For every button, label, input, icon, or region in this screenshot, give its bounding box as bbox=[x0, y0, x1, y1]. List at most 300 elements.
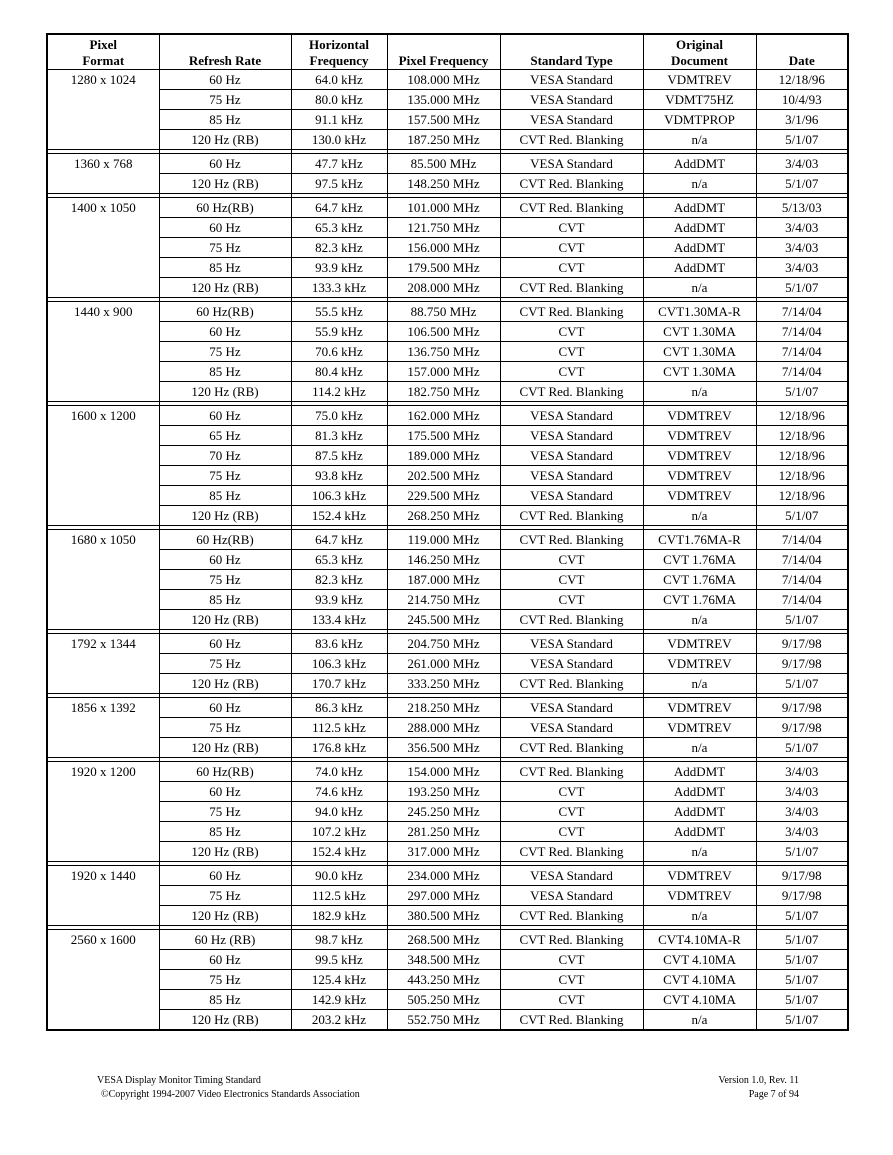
horizontal-frequency-cell: 83.6 kHz bbox=[291, 634, 387, 654]
table-row bbox=[47, 506, 848, 526]
standard-type-cell: CVT Red. Blanking bbox=[500, 382, 643, 402]
original-document-cell: n/a bbox=[643, 610, 756, 630]
date-cell: 12/18/96 bbox=[756, 70, 848, 90]
table-row bbox=[47, 362, 848, 382]
standard-type-cell: CVT bbox=[500, 802, 643, 822]
header-line: Standard Type bbox=[530, 53, 613, 68]
date-cell: 12/18/96 bbox=[756, 406, 848, 426]
refresh-rate-cell: 120 Hz (RB) bbox=[159, 842, 291, 862]
refresh-rate-cell: 85 Hz bbox=[159, 486, 291, 506]
horizontal-frequency-cell: 55.9 kHz bbox=[291, 322, 387, 342]
original-document-cell: VDMTREV bbox=[643, 634, 756, 654]
horizontal-frequency-cell: 125.4 kHz bbox=[291, 970, 387, 990]
horizontal-frequency-cell: 81.3 kHz bbox=[291, 426, 387, 446]
horizontal-frequency-cell: 74.0 kHz bbox=[291, 762, 387, 782]
refresh-rate-cell: 120 Hz (RB) bbox=[159, 506, 291, 526]
original-document-cell: AddDMT bbox=[643, 198, 756, 218]
refresh-rate-cell: 85 Hz bbox=[159, 990, 291, 1010]
header-date bbox=[756, 34, 848, 70]
horizontal-frequency-cell: 106.3 kHz bbox=[291, 486, 387, 506]
footer-version: Version 1.0, Rev. 11 bbox=[718, 1075, 799, 1086]
standard-type-cell: VESA Standard bbox=[500, 634, 643, 654]
pixel-frequency-cell: 182.750 MHz bbox=[387, 382, 500, 402]
date-cell: 12/18/96 bbox=[756, 426, 848, 446]
horizontal-frequency-cell: 82.3 kHz bbox=[291, 238, 387, 258]
original-document-cell: CVT 4.10MA bbox=[643, 950, 756, 970]
pixel-frequency-cell: 187.000 MHz bbox=[387, 570, 500, 590]
table-row bbox=[47, 738, 848, 758]
table-row bbox=[47, 406, 848, 426]
standard-type-cell: VESA Standard bbox=[500, 154, 643, 174]
pixel-frequency-cell: 189.000 MHz bbox=[387, 446, 500, 466]
pixel-frequency-cell: 157.500 MHz bbox=[387, 110, 500, 130]
footer-page-number: Page 7 of 94 bbox=[748, 1089, 799, 1100]
horizontal-frequency-cell: 182.9 kHz bbox=[291, 906, 387, 926]
refresh-rate-cell: 120 Hz (RB) bbox=[159, 610, 291, 630]
table-row bbox=[47, 782, 848, 802]
table-row bbox=[47, 930, 848, 950]
pixel-frequency-cell: 268.250 MHz bbox=[387, 506, 500, 526]
pixel-format-cell: 1920 x 1440 bbox=[47, 866, 159, 926]
header-standard-type bbox=[500, 34, 643, 70]
horizontal-frequency-cell: 65.3 kHz bbox=[291, 550, 387, 570]
horizontal-frequency-cell: 133.4 kHz bbox=[291, 610, 387, 630]
pixel-frequency-cell: 348.500 MHz bbox=[387, 950, 500, 970]
original-document-cell: VDMTREV bbox=[643, 486, 756, 506]
date-cell: 3/4/03 bbox=[756, 762, 848, 782]
pixel-frequency-cell: 356.500 MHz bbox=[387, 738, 500, 758]
date-cell: 5/1/07 bbox=[756, 674, 848, 694]
horizontal-frequency-cell: 107.2 kHz bbox=[291, 822, 387, 842]
standard-type-cell: VESA Standard bbox=[500, 466, 643, 486]
date-cell: 5/1/07 bbox=[756, 970, 848, 990]
original-document-cell: n/a bbox=[643, 906, 756, 926]
original-document-cell: n/a bbox=[643, 278, 756, 298]
standard-type-cell: CVT Red. Blanking bbox=[500, 278, 643, 298]
original-document-cell: CVT1.76MA-R bbox=[643, 530, 756, 550]
refresh-rate-cell: 60 Hz bbox=[159, 698, 291, 718]
table-row bbox=[47, 342, 848, 362]
pixel-format-cell: 1792 x 1344 bbox=[47, 634, 159, 694]
date-cell: 5/1/07 bbox=[756, 950, 848, 970]
date-cell: 5/1/07 bbox=[756, 738, 848, 758]
date-cell: 5/1/07 bbox=[756, 130, 848, 150]
date-cell: 3/4/03 bbox=[756, 782, 848, 802]
pixel-frequency-cell: 121.750 MHz bbox=[387, 218, 500, 238]
horizontal-frequency-cell: 130.0 kHz bbox=[291, 130, 387, 150]
pixel-frequency-cell: 119.000 MHz bbox=[387, 530, 500, 550]
pixel-frequency-cell: 443.250 MHz bbox=[387, 970, 500, 990]
standard-type-cell: CVT bbox=[500, 362, 643, 382]
pixel-frequency-cell: 317.000 MHz bbox=[387, 842, 500, 862]
table-row bbox=[47, 382, 848, 402]
standard-type-cell: CVT bbox=[500, 342, 643, 362]
date-cell: 3/4/03 bbox=[756, 238, 848, 258]
date-cell: 5/1/07 bbox=[756, 382, 848, 402]
standard-type-cell: CVT bbox=[500, 970, 643, 990]
pixel-frequency-cell: 552.750 MHz bbox=[387, 1010, 500, 1031]
pixel-frequency-cell: 156.000 MHz bbox=[387, 238, 500, 258]
standard-type-cell: CVT Red. Blanking bbox=[500, 506, 643, 526]
table-row bbox=[47, 466, 848, 486]
original-document-cell: CVT 1.30MA bbox=[643, 322, 756, 342]
table-row bbox=[47, 278, 848, 298]
table-row bbox=[47, 238, 848, 258]
table-row bbox=[47, 886, 848, 906]
pixel-frequency-cell: 108.000 MHz bbox=[387, 70, 500, 90]
horizontal-frequency-cell: 64.0 kHz bbox=[291, 70, 387, 90]
original-document-cell: n/a bbox=[643, 674, 756, 694]
table-row bbox=[47, 990, 848, 1010]
refresh-rate-cell: 75 Hz bbox=[159, 718, 291, 738]
standard-type-cell: CVT Red. Blanking bbox=[500, 762, 643, 782]
table-row bbox=[47, 950, 848, 970]
horizontal-frequency-cell: 106.3 kHz bbox=[291, 654, 387, 674]
refresh-rate-cell: 75 Hz bbox=[159, 570, 291, 590]
pixel-frequency-cell: 268.500 MHz bbox=[387, 930, 500, 950]
table-row bbox=[47, 218, 848, 238]
table-row bbox=[47, 570, 848, 590]
header-pixel-format bbox=[47, 34, 159, 70]
table-body bbox=[47, 70, 848, 1031]
original-document-cell: CVT4.10MA-R bbox=[643, 930, 756, 950]
table-row bbox=[47, 174, 848, 194]
original-document-cell: AddDMT bbox=[643, 238, 756, 258]
table-row bbox=[47, 906, 848, 926]
pixel-frequency-cell: 245.500 MHz bbox=[387, 610, 500, 630]
original-document-cell: CVT 1.76MA bbox=[643, 550, 756, 570]
pixel-format-cell: 1400 x 1050 bbox=[47, 198, 159, 298]
standard-type-cell: CVT Red. Blanking bbox=[500, 930, 643, 950]
refresh-rate-cell: 60 Hz bbox=[159, 866, 291, 886]
horizontal-frequency-cell: 94.0 kHz bbox=[291, 802, 387, 822]
refresh-rate-cell: 75 Hz bbox=[159, 970, 291, 990]
original-document-cell: VDMTREV bbox=[643, 866, 756, 886]
pixel-frequency-cell: 204.750 MHz bbox=[387, 634, 500, 654]
standard-type-cell: CVT Red. Blanking bbox=[500, 738, 643, 758]
horizontal-frequency-cell: 74.6 kHz bbox=[291, 782, 387, 802]
date-cell: 5/1/07 bbox=[756, 610, 848, 630]
horizontal-frequency-cell: 97.5 kHz bbox=[291, 174, 387, 194]
refresh-rate-cell: 120 Hz (RB) bbox=[159, 906, 291, 926]
horizontal-frequency-cell: 87.5 kHz bbox=[291, 446, 387, 466]
original-document-cell: CVT1.30MA-R bbox=[643, 302, 756, 322]
table-row bbox=[47, 90, 848, 110]
date-cell: 3/4/03 bbox=[756, 218, 848, 238]
refresh-rate-cell: 75 Hz bbox=[159, 466, 291, 486]
standard-type-cell: CVT Red. Blanking bbox=[500, 674, 643, 694]
table-row bbox=[47, 674, 848, 694]
date-cell: 7/14/04 bbox=[756, 342, 848, 362]
date-cell: 7/14/04 bbox=[756, 570, 848, 590]
pixel-format-cell: 1856 x 1392 bbox=[47, 698, 159, 758]
horizontal-frequency-cell: 93.8 kHz bbox=[291, 466, 387, 486]
table-row bbox=[47, 322, 848, 342]
header-line: Original bbox=[676, 37, 723, 52]
header-line: Pixel bbox=[89, 37, 117, 52]
refresh-rate-cell: 60 Hz (RB) bbox=[159, 930, 291, 950]
horizontal-frequency-cell: 152.4 kHz bbox=[291, 842, 387, 862]
standard-type-cell: CVT bbox=[500, 782, 643, 802]
standard-type-cell: VESA Standard bbox=[500, 90, 643, 110]
horizontal-frequency-cell: 93.9 kHz bbox=[291, 258, 387, 278]
standard-type-cell: CVT Red. Blanking bbox=[500, 174, 643, 194]
table-row bbox=[47, 970, 848, 990]
date-cell: 5/1/07 bbox=[756, 930, 848, 950]
pixel-frequency-cell: 135.000 MHz bbox=[387, 90, 500, 110]
original-document-cell: AddDMT bbox=[643, 258, 756, 278]
date-cell: 7/14/04 bbox=[756, 530, 848, 550]
refresh-rate-cell: 75 Hz bbox=[159, 802, 291, 822]
pixel-frequency-cell: 281.250 MHz bbox=[387, 822, 500, 842]
table-row bbox=[47, 302, 848, 322]
pixel-frequency-cell: 106.500 MHz bbox=[387, 322, 500, 342]
refresh-rate-cell: 60 Hz(RB) bbox=[159, 198, 291, 218]
table-row bbox=[47, 842, 848, 862]
date-cell: 3/4/03 bbox=[756, 802, 848, 822]
standard-type-cell: VESA Standard bbox=[500, 426, 643, 446]
table-row bbox=[47, 1010, 848, 1031]
date-cell: 9/17/98 bbox=[756, 886, 848, 906]
date-cell: 5/1/07 bbox=[756, 1010, 848, 1031]
standard-type-cell: VESA Standard bbox=[500, 698, 643, 718]
refresh-rate-cell: 85 Hz bbox=[159, 110, 291, 130]
refresh-rate-cell: 60 Hz bbox=[159, 70, 291, 90]
refresh-rate-cell: 75 Hz bbox=[159, 886, 291, 906]
refresh-rate-cell: 60 Hz bbox=[159, 634, 291, 654]
horizontal-frequency-cell: 152.4 kHz bbox=[291, 506, 387, 526]
table-row bbox=[47, 802, 848, 822]
date-cell: 12/18/96 bbox=[756, 466, 848, 486]
original-document-cell: AddDMT bbox=[643, 218, 756, 238]
pixel-frequency-cell: 193.250 MHz bbox=[387, 782, 500, 802]
horizontal-frequency-cell: 170.7 kHz bbox=[291, 674, 387, 694]
refresh-rate-cell: 120 Hz (RB) bbox=[159, 130, 291, 150]
header-line: Document bbox=[670, 53, 729, 68]
refresh-rate-cell: 120 Hz (RB) bbox=[159, 738, 291, 758]
standard-type-cell: VESA Standard bbox=[500, 110, 643, 130]
standard-type-cell: CVT Red. Blanking bbox=[500, 130, 643, 150]
pixel-frequency-cell: 136.750 MHz bbox=[387, 342, 500, 362]
pixel-format-cell: 1680 x 1050 bbox=[47, 530, 159, 630]
horizontal-frequency-cell: 93.9 kHz bbox=[291, 590, 387, 610]
pixel-frequency-cell: 101.000 MHz bbox=[387, 198, 500, 218]
standard-type-cell: CVT Red. Blanking bbox=[500, 530, 643, 550]
standard-type-cell: VESA Standard bbox=[500, 654, 643, 674]
date-cell: 9/17/98 bbox=[756, 634, 848, 654]
original-document-cell: VDMTPROP bbox=[643, 110, 756, 130]
original-document-cell: CVT 1.76MA bbox=[643, 570, 756, 590]
refresh-rate-cell: 75 Hz bbox=[159, 342, 291, 362]
original-document-cell: n/a bbox=[643, 1010, 756, 1031]
horizontal-frequency-cell: 70.6 kHz bbox=[291, 342, 387, 362]
table-row bbox=[47, 718, 848, 738]
table-row bbox=[47, 550, 848, 570]
refresh-rate-cell: 60 Hz bbox=[159, 154, 291, 174]
horizontal-frequency-cell: 112.5 kHz bbox=[291, 886, 387, 906]
date-cell: 5/1/07 bbox=[756, 506, 848, 526]
date-cell: 7/14/04 bbox=[756, 550, 848, 570]
standard-type-cell: CVT bbox=[500, 570, 643, 590]
pixel-frequency-cell: 245.250 MHz bbox=[387, 802, 500, 822]
horizontal-frequency-cell: 176.8 kHz bbox=[291, 738, 387, 758]
standard-type-cell: CVT bbox=[500, 822, 643, 842]
standard-type-cell: CVT bbox=[500, 258, 643, 278]
horizontal-frequency-cell: 90.0 kHz bbox=[291, 866, 387, 886]
standard-type-cell: CVT Red. Blanking bbox=[500, 302, 643, 322]
date-cell: 5/1/07 bbox=[756, 278, 848, 298]
pixel-frequency-cell: 162.000 MHz bbox=[387, 406, 500, 426]
pixel-frequency-cell: 261.000 MHz bbox=[387, 654, 500, 674]
horizontal-frequency-cell: 86.3 kHz bbox=[291, 698, 387, 718]
pixel-frequency-cell: 157.000 MHz bbox=[387, 362, 500, 382]
table-row bbox=[47, 426, 848, 446]
date-cell: 7/14/04 bbox=[756, 302, 848, 322]
date-cell: 7/14/04 bbox=[756, 362, 848, 382]
horizontal-frequency-cell: 64.7 kHz bbox=[291, 198, 387, 218]
pixel-frequency-cell: 297.000 MHz bbox=[387, 886, 500, 906]
original-document-cell: n/a bbox=[643, 382, 756, 402]
original-document-cell: VDMTREV bbox=[643, 426, 756, 446]
date-cell: 12/18/96 bbox=[756, 446, 848, 466]
original-document-cell: n/a bbox=[643, 738, 756, 758]
original-document-cell: n/a bbox=[643, 506, 756, 526]
header-line: Horizontal bbox=[309, 37, 369, 52]
standard-type-cell: VESA Standard bbox=[500, 486, 643, 506]
standard-type-cell: CVT bbox=[500, 322, 643, 342]
horizontal-frequency-cell: 64.7 kHz bbox=[291, 530, 387, 550]
refresh-rate-cell: 60 Hz(RB) bbox=[159, 530, 291, 550]
standard-type-cell: VESA Standard bbox=[500, 718, 643, 738]
pixel-format-cell: 1920 x 1200 bbox=[47, 762, 159, 862]
pixel-frequency-cell: 175.500 MHz bbox=[387, 426, 500, 446]
pixel-frequency-cell: 218.250 MHz bbox=[387, 698, 500, 718]
table-row bbox=[47, 654, 848, 674]
refresh-rate-cell: 60 Hz(RB) bbox=[159, 762, 291, 782]
original-document-cell: n/a bbox=[643, 174, 756, 194]
standard-type-cell: VESA Standard bbox=[500, 70, 643, 90]
horizontal-frequency-cell: 99.5 kHz bbox=[291, 950, 387, 970]
header-line: Refresh Rate bbox=[188, 53, 262, 68]
header-pixel-frequency bbox=[387, 34, 500, 70]
original-document-cell: VDMT75HZ bbox=[643, 90, 756, 110]
horizontal-frequency-cell: 91.1 kHz bbox=[291, 110, 387, 130]
refresh-rate-cell: 60 Hz bbox=[159, 322, 291, 342]
pixel-frequency-cell: 208.000 MHz bbox=[387, 278, 500, 298]
header-line: Date bbox=[788, 53, 815, 68]
standard-type-cell: VESA Standard bbox=[500, 866, 643, 886]
refresh-rate-cell: 60 Hz bbox=[159, 406, 291, 426]
refresh-rate-cell: 85 Hz bbox=[159, 258, 291, 278]
pixel-frequency-cell: 146.250 MHz bbox=[387, 550, 500, 570]
refresh-rate-cell: 85 Hz bbox=[159, 822, 291, 842]
pixel-frequency-cell: 333.250 MHz bbox=[387, 674, 500, 694]
pixel-frequency-cell: 154.000 MHz bbox=[387, 762, 500, 782]
date-cell: 5/1/07 bbox=[756, 174, 848, 194]
original-document-cell: AddDMT bbox=[643, 822, 756, 842]
refresh-rate-cell: 85 Hz bbox=[159, 362, 291, 382]
standard-type-cell: CVT Red. Blanking bbox=[500, 198, 643, 218]
table-row bbox=[47, 198, 848, 218]
standard-type-cell: VESA Standard bbox=[500, 446, 643, 466]
table-row bbox=[47, 762, 848, 782]
original-document-cell: n/a bbox=[643, 130, 756, 150]
refresh-rate-cell: 120 Hz (RB) bbox=[159, 278, 291, 298]
original-document-cell: CVT 1.30MA bbox=[643, 362, 756, 382]
original-document-cell: AddDMT bbox=[643, 762, 756, 782]
date-cell: 12/18/96 bbox=[756, 486, 848, 506]
table-row bbox=[47, 486, 848, 506]
date-cell: 3/4/03 bbox=[756, 154, 848, 174]
pixel-frequency-cell: 234.000 MHz bbox=[387, 866, 500, 886]
date-cell: 3/1/96 bbox=[756, 110, 848, 130]
table-row bbox=[47, 866, 848, 886]
original-document-cell: n/a bbox=[643, 842, 756, 862]
date-cell: 5/1/07 bbox=[756, 906, 848, 926]
pixel-frequency-cell: 148.250 MHz bbox=[387, 174, 500, 194]
original-document-cell: VDMTREV bbox=[643, 698, 756, 718]
refresh-rate-cell: 65 Hz bbox=[159, 426, 291, 446]
original-document-cell: AddDMT bbox=[643, 154, 756, 174]
pixel-frequency-cell: 187.250 MHz bbox=[387, 130, 500, 150]
date-cell: 5/1/07 bbox=[756, 842, 848, 862]
standard-type-cell: VESA Standard bbox=[500, 886, 643, 906]
horizontal-frequency-cell: 142.9 kHz bbox=[291, 990, 387, 1010]
standard-type-cell: CVT Red. Blanking bbox=[500, 842, 643, 862]
original-document-cell: VDMTREV bbox=[643, 446, 756, 466]
standard-type-cell: CVT Red. Blanking bbox=[500, 610, 643, 630]
date-cell: 7/14/04 bbox=[756, 590, 848, 610]
original-document-cell: VDMTREV bbox=[643, 654, 756, 674]
refresh-rate-cell: 85 Hz bbox=[159, 590, 291, 610]
horizontal-frequency-cell: 75.0 kHz bbox=[291, 406, 387, 426]
original-document-cell: CVT 4.10MA bbox=[643, 990, 756, 1010]
standard-type-cell: VESA Standard bbox=[500, 406, 643, 426]
table-row bbox=[47, 154, 848, 174]
refresh-rate-cell: 75 Hz bbox=[159, 654, 291, 674]
table-row bbox=[47, 530, 848, 550]
table-row bbox=[47, 130, 848, 150]
header-original-document bbox=[643, 34, 756, 70]
table-row bbox=[47, 610, 848, 630]
horizontal-frequency-cell: 98.7 kHz bbox=[291, 930, 387, 950]
table-row bbox=[47, 590, 848, 610]
pixel-frequency-cell: 85.500 MHz bbox=[387, 154, 500, 174]
date-cell: 3/4/03 bbox=[756, 822, 848, 842]
pixel-format-cell: 1360 x 768 bbox=[47, 154, 159, 194]
table-row bbox=[47, 634, 848, 654]
horizontal-frequency-cell: 112.5 kHz bbox=[291, 718, 387, 738]
date-cell: 9/17/98 bbox=[756, 654, 848, 674]
date-cell: 10/4/93 bbox=[756, 90, 848, 110]
date-cell: 5/1/07 bbox=[756, 990, 848, 1010]
pixel-frequency-cell: 288.000 MHz bbox=[387, 718, 500, 738]
standard-type-cell: CVT bbox=[500, 550, 643, 570]
horizontal-frequency-cell: 80.0 kHz bbox=[291, 90, 387, 110]
header-line: Format bbox=[82, 53, 125, 68]
date-cell: 9/17/98 bbox=[756, 698, 848, 718]
refresh-rate-cell: 120 Hz (RB) bbox=[159, 1010, 291, 1031]
pixel-format-cell: 2560 x 1600 bbox=[47, 930, 159, 1031]
date-cell: 9/17/98 bbox=[756, 718, 848, 738]
header-line: Frequency bbox=[309, 53, 369, 68]
date-cell: 3/4/03 bbox=[756, 258, 848, 278]
pixel-frequency-cell: 202.500 MHz bbox=[387, 466, 500, 486]
original-document-cell: AddDMT bbox=[643, 782, 756, 802]
refresh-rate-cell: 60 Hz bbox=[159, 550, 291, 570]
original-document-cell: CVT 1.76MA bbox=[643, 590, 756, 610]
date-cell: 7/14/04 bbox=[756, 322, 848, 342]
